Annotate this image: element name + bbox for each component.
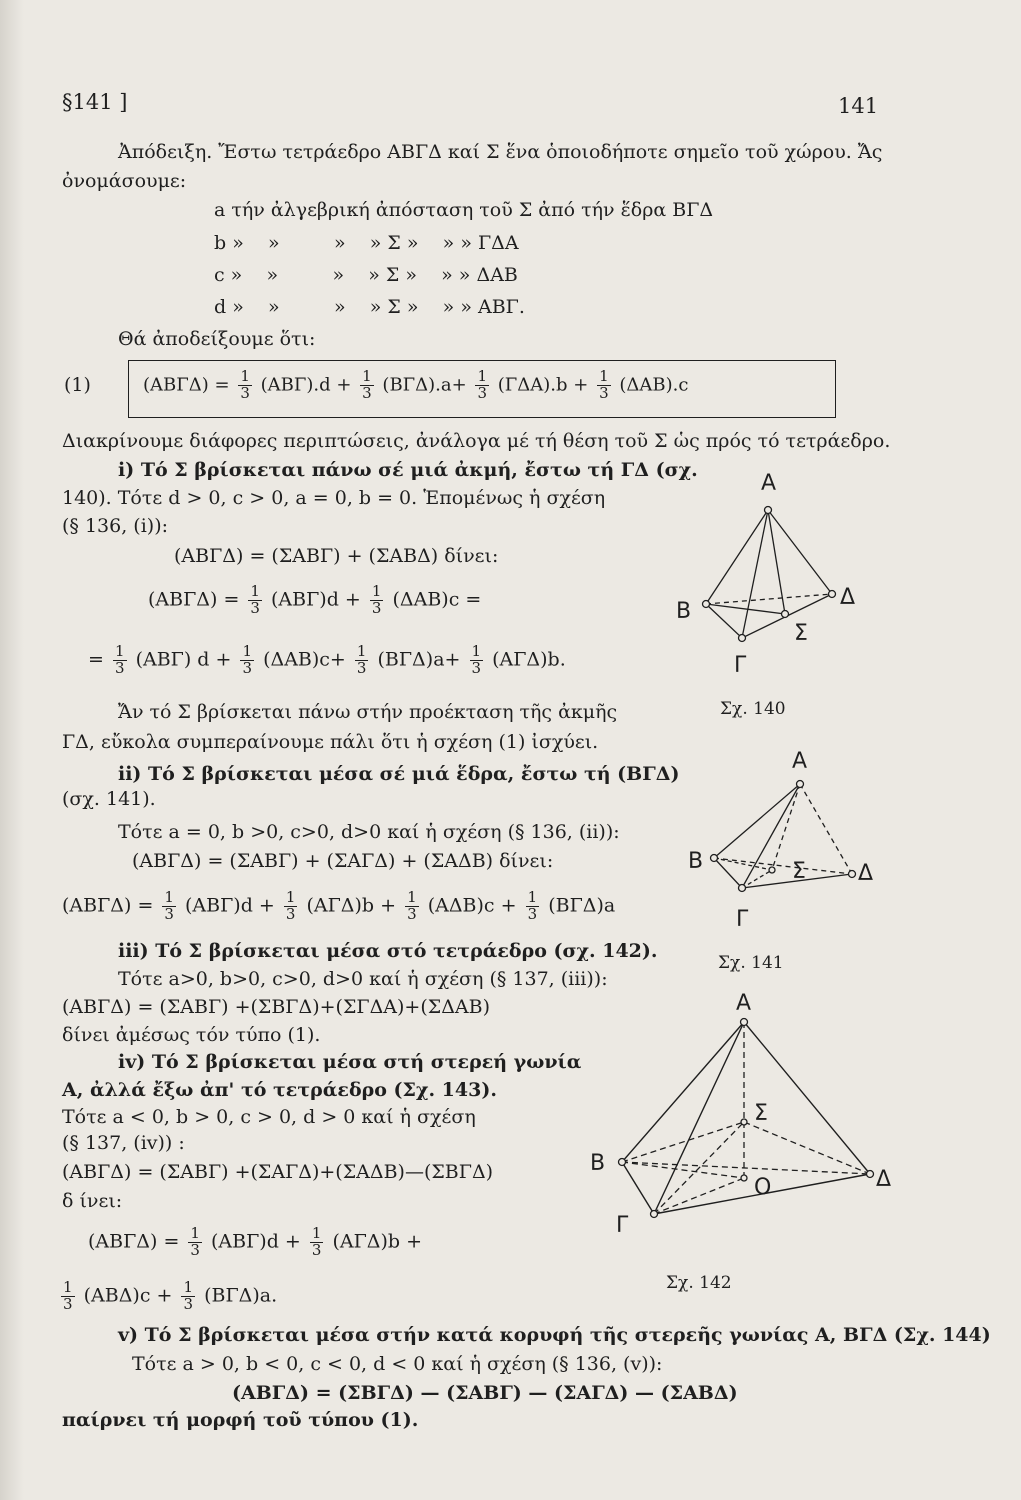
fig141-label-A: Α (792, 749, 808, 774)
definition-b: b » » » » Σ » » » ΓΔΑ (214, 232, 519, 254)
case-4-heading-2: Α, ἀλλά ἔξω ἀπ' τό τετράεδρο (Σχ. 143). (62, 1079, 497, 1101)
case-1-line-3: (§ 136, (i)): (62, 515, 169, 537)
case-5-line-3: παίρνει τή μορφή τοῦ τύπου (1). (62, 1409, 419, 1431)
fig141-label-S: Σ (792, 859, 806, 884)
case-2-eq-2: (ΑΒΓΔ) = $\frac{1}{3}$ (ΑΒΓ)d + $\frac{1}{3}$ (ΑΓΔ)b + $\frac{1}{3}$ (ΑΔΒ)c + $\frac{1}{3}$ (ΒΓΔ)a (62, 888, 616, 923)
case-2-line-3: Τότε a = 0, b >0, c>0, d>0 καί ἡ σχέση (§ 136, (ii)): (118, 821, 620, 843)
case-4-line-2: Τότε a < 0, b > 0, c > 0, d > 0 καί ἡ σχέση (62, 1106, 476, 1128)
definition-d: d » » » » Σ » » » ΑΒΓ. (214, 296, 525, 318)
case-2-eq-1: (ΑΒΓΔ) = (ΣΑΒΓ) + (ΣΑΓΔ) + (ΣΑΔΒ) δίνει: (132, 850, 554, 872)
fraction-one-third: $\frac{1}{3}$ (477, 367, 487, 402)
fig142-label-A: Α (736, 991, 752, 1016)
case-3-heading: iii) Τό Σ βρίσκεται μέσα στό τετράεδρο (σχ. 142). (118, 940, 658, 962)
formula-1-box (128, 360, 836, 418)
fraction-one-third: $\frac{1}{3}$ (599, 367, 609, 402)
fraction-one-third: $\frac{1}{3}$ (240, 367, 250, 402)
formula-1-term-a: (ΒΓΔ).a+ (382, 374, 467, 396)
cases-intro: Διακρίνουμε διάφορες περιπτώσεις, ἀνάλογα μέ τή θέση τοῦ Σ ὡς πρός τό τετράεδρο. (62, 430, 891, 452)
fig140-caption: Σχ. 140 (720, 699, 786, 719)
formula-1-term-c: (ΔΑΒ).c (619, 374, 689, 396)
fig142-label-O: Ο (754, 1175, 772, 1200)
fig140-label-B: Β (676, 599, 692, 624)
case-1-eq-1: (ΑΒΓΔ) = (ΣΑΒΓ) + (ΣΑΒΔ) δίνει: (174, 545, 499, 567)
fig141-caption: Σχ. 141 (718, 953, 784, 973)
fig142-caption: Σχ. 142 (666, 1273, 732, 1293)
definition-a: a τήν ἀλγεβρική ἀπόσταση τοῦ Σ ἀπό τήν ἕδρα ΒΓΔ (214, 199, 714, 221)
case-5-line-2: Τότε a > 0, b < 0, c < 0, d < 0 καί ἡ σχέση (§ 136, (v)): (132, 1353, 663, 1375)
fig141-label-B: Β (688, 849, 704, 874)
definition-c: c » » » » Σ » » » ΔΑΒ (214, 264, 518, 286)
figure-142 (578, 988, 908, 1300)
fraction-one-third: $\frac{1}{3}$ (362, 367, 372, 402)
case-1-extension-2: ΓΔ, εὔκολα συμπεραίνουμε πάλι ὅτι ἡ σχέση (1) ἰσχύει. (62, 731, 599, 753)
formula-1 (143, 369, 688, 402)
case-1-heading: i) Τό Σ βρίσκεται πάνω σέ μιά ἀκμή, ἔστω τή ΓΔ (σχ. (118, 459, 698, 481)
fig141-label-G: Γ (736, 907, 749, 932)
case-1-eq-2: (ΑΒΓΔ) = $\frac{1}{3}$ (ΑΒΓ)d + $\frac{1}{3}$ (ΔΑΒ)c = (148, 582, 482, 617)
case-4-gives: δ ίνει: (62, 1190, 123, 1212)
case-4-eq-3: $\frac{1}{3}$ (ΑΒΔ)c + $\frac{1}{3}$ (ΒΓΔ)a. (63, 1278, 278, 1313)
case-3-line-2: Τότε a>0, b>0, c>0, d>0 καί ἡ σχέση (§ 137, (iii)): (118, 968, 608, 990)
proof-intro-line-2: ὀνομάσουμε: (62, 170, 187, 192)
case-1-line-2: 140). Τότε d > 0, c > 0, a = 0, b = 0. Ἑπομένως ἡ σχέση (62, 487, 606, 509)
fig142-label-G: Γ (616, 1213, 629, 1238)
figure-141 (682, 748, 892, 978)
case-4-heading-1: iv) Τό Σ βρίσκεται μέσα στή στερεή γωνία (118, 1051, 582, 1073)
case-3-eq-2: δίνει ἀμέσως τόν τύπο (1). (62, 1024, 321, 1046)
section-header: §141 ] (62, 90, 128, 114)
proof-intro-line-1: Ἀπόδειξη. Ἔστω τετράεδρο ΑΒΓΔ καί Σ ἕνα ὁποιοδήποτε σημεῖο τοῦ χώρου. Ἄς (118, 141, 883, 163)
fig141-label-D: Δ (858, 861, 874, 886)
formula-1-lhs: (ΑΒΓΔ) = (143, 374, 230, 396)
formula-label: (1) (64, 374, 91, 396)
fig140-label-S: Σ (794, 621, 808, 646)
fig140-label-D: Δ (840, 585, 856, 610)
case-5-eq-1: (ΑΒΓΔ) = (ΣΒΓΔ) — (ΣΑΒΓ) — (ΣΑΓΔ) — (ΣΑΒΔ) (232, 1382, 738, 1404)
formula-1-term-d: (ΑΒΓ).d + (260, 374, 352, 396)
case-3-eq-1: (ΑΒΓΔ) = (ΣΑΒΓ) +(ΣΒΓΔ)+(ΣΓΔΑ)+(ΣΔΑΒ) (62, 996, 491, 1018)
page-number: 141 (838, 94, 879, 118)
fig140-label-G: Γ (734, 653, 747, 678)
formula-1-term-b: (ΓΔΑ).b + (497, 374, 589, 396)
will-prove-text: Θά ἀποδείξουμε ὅτι: (118, 328, 316, 350)
fig142-label-D: Δ (876, 1167, 892, 1192)
case-4-eq-2: (ΑΒΓΔ) = $\frac{1}{3}$ (ΑΒΓ)d + $\frac{1}{3}$ (ΑΓΔ)b + (88, 1224, 423, 1259)
page-gutter-shadow (0, 0, 24, 1500)
case-2-line-2: (σχ. 141). (62, 788, 156, 810)
fig142-label-S: Σ (754, 1101, 768, 1126)
figure-140 (660, 462, 900, 732)
case-5-heading: v) Τό Σ βρίσκεται μέσα στήν κατά κορυφή τῆς στερεῆς γωνίας Α, ΒΓΔ (Σχ. 144) (118, 1324, 991, 1346)
case-1-extension-1: Ἄν τό Σ βρίσκεται πάνω στήν προέκταση τῆς ἀκμῆς (118, 701, 618, 723)
case-1-eq-3: = $\frac{1}{3}$ (ΑΒΓ) d + $\frac{1}{3}$ (ΔΑΒ)c+ $\frac{1}{3}$ (ΒΓΔ)a+ $\frac{1}{3}$ (ΑΓΔ)b. (88, 642, 566, 677)
case-4-line-3: (§ 137, (iv)) : (62, 1132, 185, 1154)
case-4-eq-1: (ΑΒΓΔ) = (ΣΑΒΓ) +(ΣΑΓΔ)+(ΣΑΔΒ)—(ΣΒΓΔ) (62, 1161, 494, 1183)
case-2-heading: ii) Τό Σ βρίσκεται μέσα σέ μιά ἕδρα, ἔστω τή (ΒΓΔ) (118, 763, 680, 785)
fig142-label-B: Β (590, 1151, 606, 1176)
fig140-label-A: Α (761, 471, 777, 496)
